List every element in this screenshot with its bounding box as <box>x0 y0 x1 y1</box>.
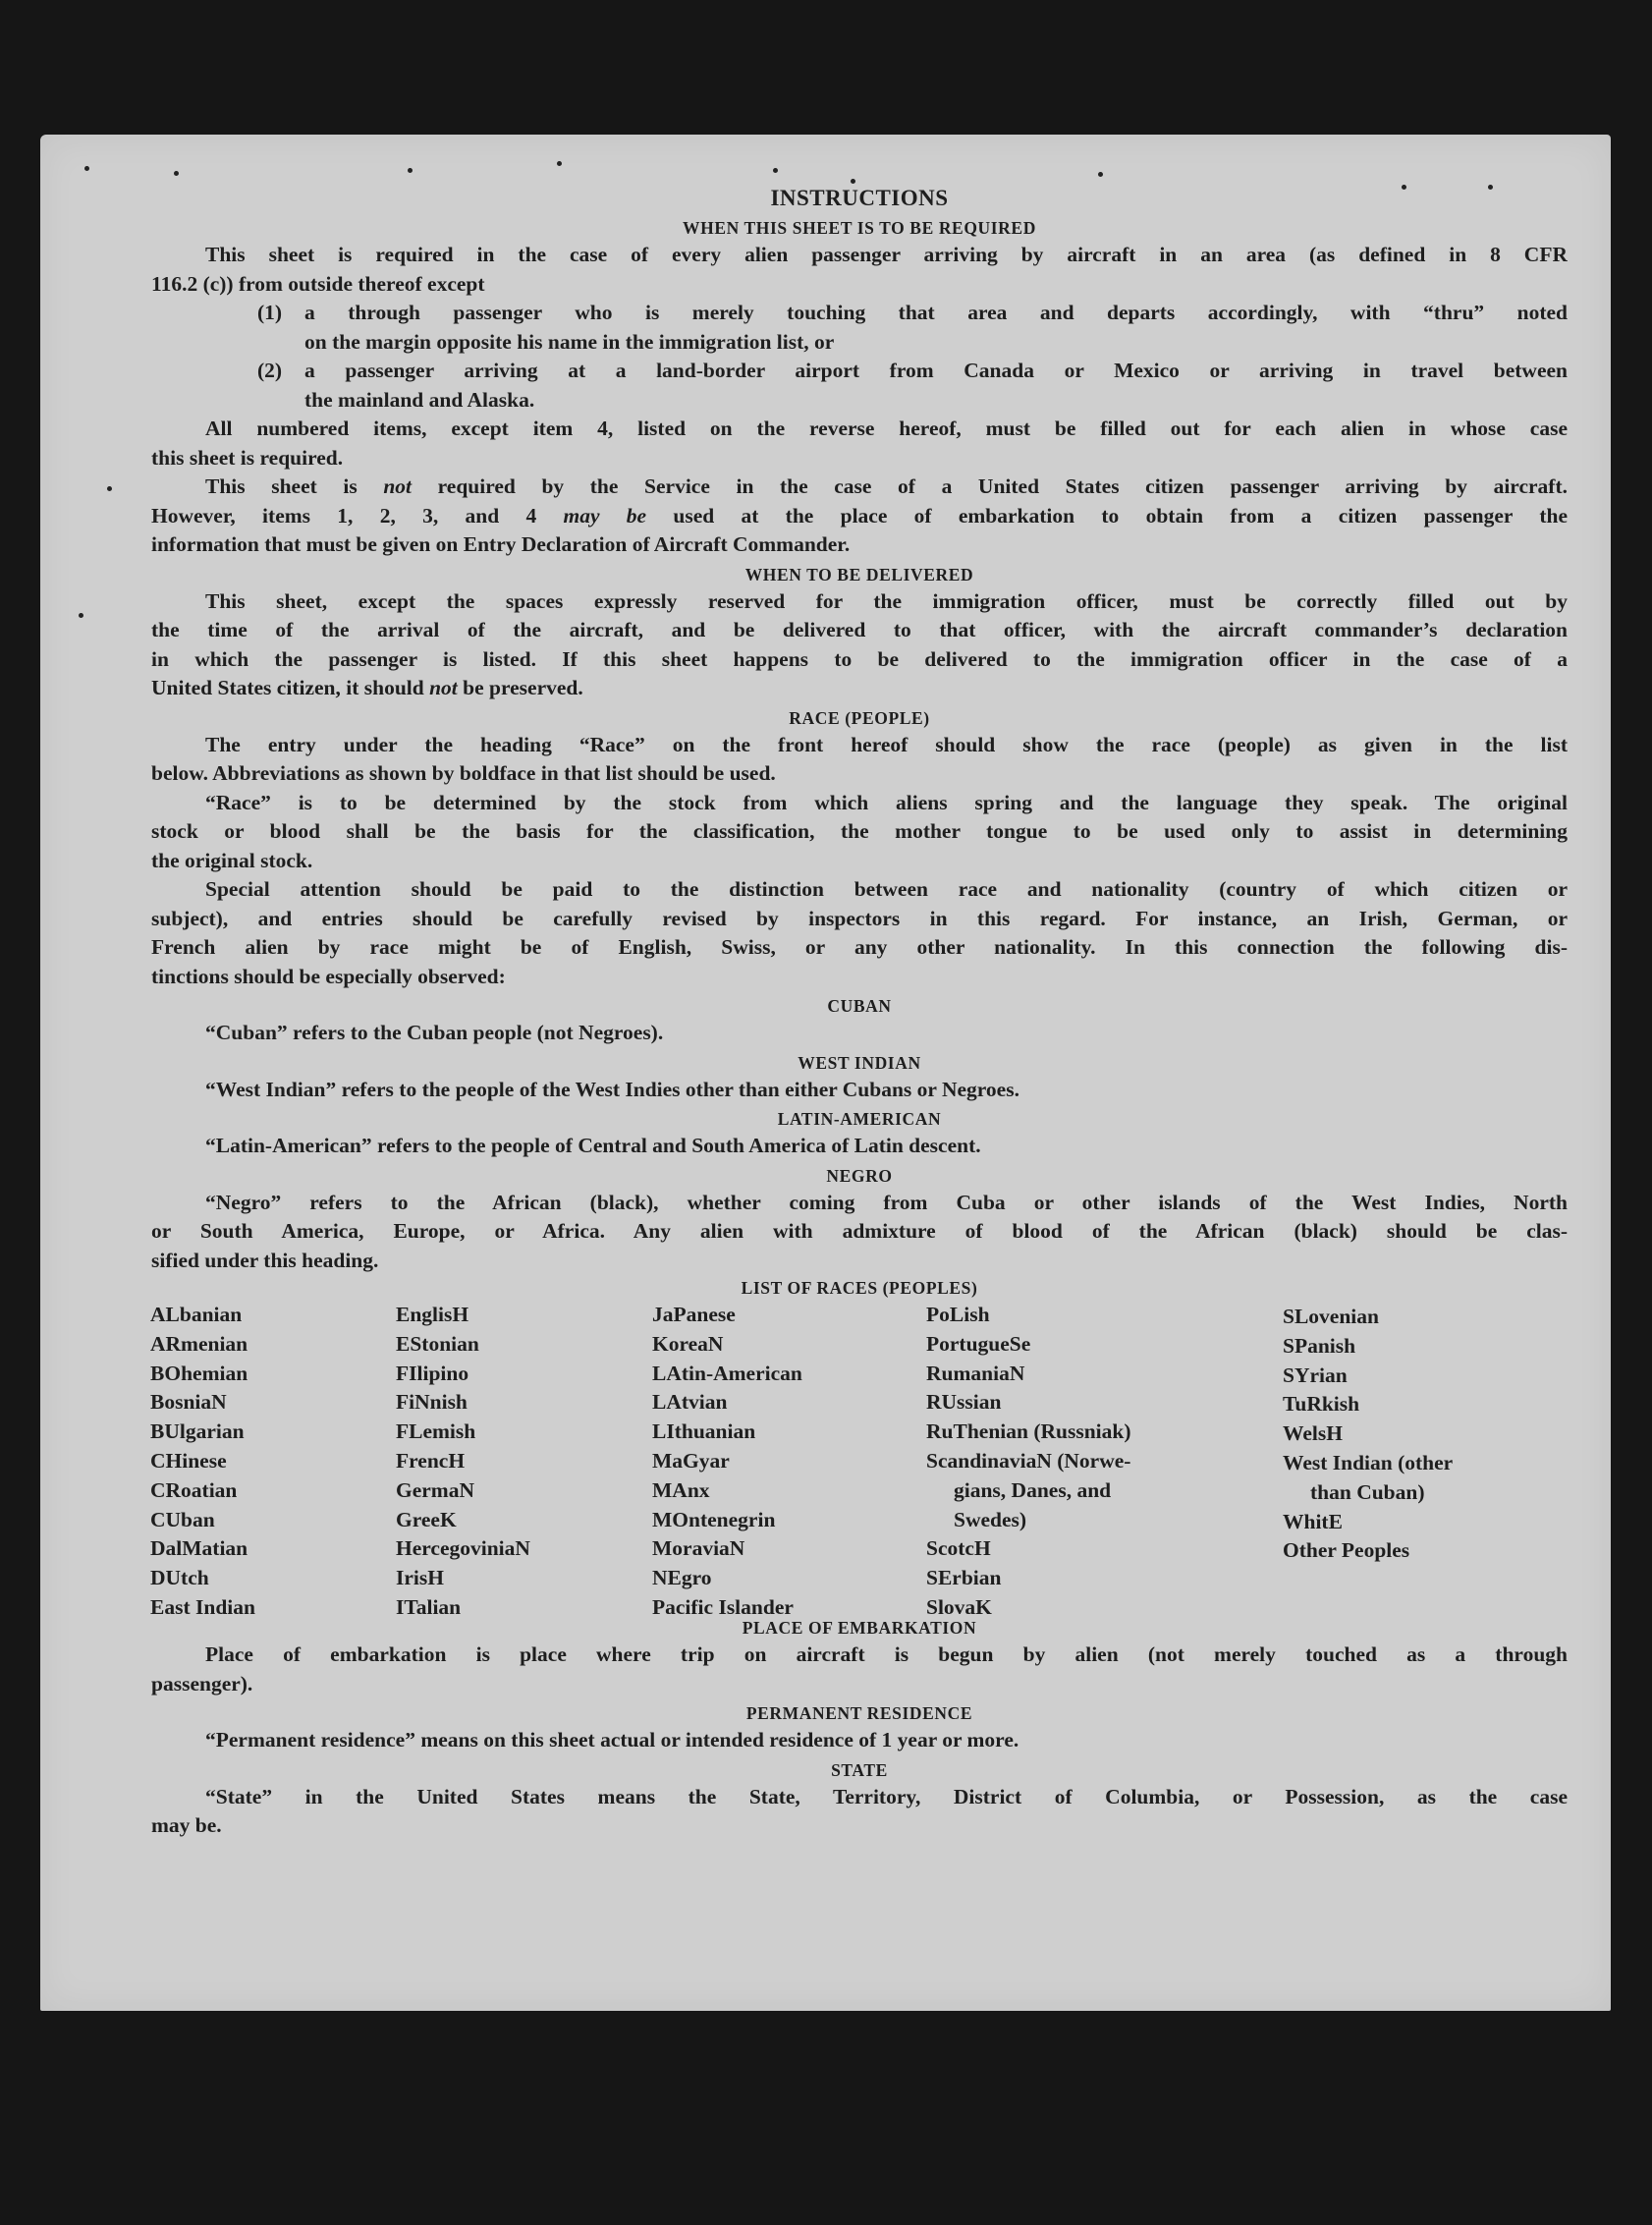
exception-item-1 <box>151 299 1568 357</box>
text-line: “Negro” refers to the African (black), whether coming from Cuba or other islands of the West Indies, North <box>205 1190 1568 1214</box>
text-line: the original stock. <box>151 848 313 872</box>
section-heading-negro: NEGRO <box>826 1165 893 1186</box>
speck-mark <box>79 613 83 618</box>
speck-mark <box>773 168 778 173</box>
text-line: 116.2 (c)) from outside thereof except <box>151 271 485 296</box>
race-item: SErbian <box>926 1566 1002 1590</box>
paragraph-state <box>151 1783 1568 1841</box>
race-item: PortugueSe <box>926 1331 1031 1356</box>
section-heading-delivered: WHEN TO BE DELIVERED <box>744 564 974 584</box>
text-line: “West Indian” refers to the people of the West Indies other than either Cubans or Negroes. <box>205 1077 1019 1101</box>
text-line: The entry under the heading “Race” on the front hereof should show the race (people) as given in the list <box>205 732 1568 756</box>
race-item: ITalian <box>396 1594 462 1619</box>
paragraph-race-3 <box>151 875 1568 991</box>
race-item: JaPanese <box>652 1303 736 1326</box>
race-item: ScandinaviaN (Norwe- <box>926 1448 1131 1473</box>
item-number: (1) <box>257 301 283 324</box>
race-item: WhitE <box>1283 1509 1343 1533</box>
text-line: All numbered items, except item 4, listed on the reverse hereof, must be filled out for each alien in whose case <box>205 417 1568 440</box>
text-line: below. Abbreviations as shown by boldface in that list should be used. <box>151 761 776 785</box>
race-item: HercegoviniaN <box>396 1536 530 1561</box>
races-column-2 <box>396 1301 530 1623</box>
race-item: RuThenian (Russniak) <box>926 1419 1131 1444</box>
text-line: a through passenger who is merely touching that area and departs accordingly, with “thru” noted <box>304 301 1568 324</box>
race-item: SYrian <box>1283 1363 1348 1387</box>
race-item: BUlgarian <box>150 1419 245 1444</box>
race-item: MoraviaN <box>652 1536 745 1561</box>
race-item: NEgro <box>652 1566 712 1590</box>
paragraph-race-2 <box>151 789 1568 876</box>
speck-mark <box>84 166 89 171</box>
paragraph-negro <box>151 1189 1568 1276</box>
text-run: required by the Service in the case of a United States citizen passenger arriving by aircraft. <box>412 474 1568 498</box>
race-item: FLemish <box>396 1419 476 1444</box>
race-item: LAtvian <box>652 1390 728 1415</box>
race-item: LAtin-American <box>652 1361 802 1385</box>
race-item: MaGyar <box>652 1448 730 1473</box>
race-item: FIlipino <box>396 1361 469 1385</box>
speck-mark <box>557 161 562 166</box>
emphasis-may-be: may be <box>563 503 647 528</box>
race-item: West Indian (other <box>1283 1450 1454 1474</box>
section-heading-state: STATE <box>831 1759 888 1780</box>
text-line: this sheet is required. <box>151 445 344 470</box>
text-line: information that must be given on Entry Declaration of Aircraft Commander. <box>151 532 851 556</box>
section-heading-cuban: CUBAN <box>827 996 892 1016</box>
item-number: (2) <box>257 359 283 382</box>
race-item: East Indian <box>150 1594 255 1619</box>
page-title: INSTRUCTIONS <box>770 186 949 210</box>
text-line: “Cuban” refers to the Cuban people (not Negroes). <box>205 1021 664 1044</box>
race-item: DUtch <box>150 1566 209 1590</box>
races-column-4 <box>926 1301 1211 1623</box>
speck-mark <box>107 486 112 491</box>
text-line: Special attention should be paid to the distinction between race and nationality (country of which citizen or <box>205 877 1568 901</box>
section-heading-list-of-races: LIST OF RACES (PEOPLES) <box>741 1278 978 1298</box>
race-item: CHinese <box>150 1448 227 1473</box>
race-item: SPanish <box>1283 1333 1356 1358</box>
text-line <box>151 473 1568 502</box>
text-line: or South America, Europe, or Africa. Any alien with admixture of blood of the African (black) should be clas- <box>151 1219 1568 1243</box>
speck-mark <box>408 168 413 173</box>
text-run: This sheet is <box>205 474 384 498</box>
race-item: FiNnish <box>396 1390 468 1415</box>
races-column-5 <box>1283 1303 1453 1566</box>
text-line: This sheet is required in the case of every alien passenger arriving by aircraft in an area (as defined in 8 CFR <box>205 243 1568 266</box>
text-line: Place of embarkation is place where trip on aircraft is begun by alien (not merely touched as a through <box>205 1642 1568 1666</box>
paragraph-embarkation <box>151 1641 1568 1698</box>
race-item: LIthuanian <box>652 1419 756 1444</box>
paragraph-race-1 <box>151 731 1568 789</box>
text-line: may be. <box>151 1813 222 1837</box>
section-heading-required: WHEN THIS SHEET IS TO BE REQUIRED <box>683 218 1036 238</box>
paragraph-citizen <box>151 473 1568 560</box>
paragraph-required <box>151 241 1568 299</box>
text-line: subject), and entries should be carefully revised by inspectors in this regard. For instance, an Irish, German, or <box>151 906 1568 930</box>
race-item: RumaniaN <box>926 1361 1025 1385</box>
race-item: Pacific Islander <box>652 1594 794 1619</box>
text-line: a passenger arriving at a land-border airport from Canada or Mexico or arriving in travel between <box>304 359 1568 382</box>
race-item: Other Peoples <box>1283 1538 1410 1563</box>
instructions-content <box>151 182 1568 1841</box>
race-item: RUssian <box>926 1390 1002 1415</box>
text-run: United States citizen, it should <box>151 676 430 699</box>
text-line: stock or blood shall be the basis for the classification, the mother tongue to be used only to assist in determining <box>151 819 1568 843</box>
text-line: the time of the arrival of the aircraft, and be delivered to that officer, with the aircraft commander’s declaration <box>151 618 1568 641</box>
text-line: sified under this heading. <box>151 1248 379 1272</box>
text-line <box>151 674 1568 703</box>
race-item: SLovenian <box>1283 1305 1379 1328</box>
document-sheet <box>40 135 1611 2011</box>
emphasis-not: not <box>383 474 413 498</box>
race-item-continued: gians, Danes, and <box>954 1477 1112 1502</box>
text-line: French alien by race might be of English, Swiss, or any other nationality. In this connection the following dis- <box>151 935 1568 959</box>
race-item: ARmenian <box>150 1331 248 1356</box>
race-item: EnglisH <box>396 1303 469 1326</box>
race-item: PoLish <box>926 1303 990 1326</box>
races-column-1 <box>150 1301 255 1623</box>
section-heading-latin-american: LATIN-AMERICAN <box>777 1109 942 1129</box>
race-item: KoreaN <box>652 1331 724 1356</box>
text-line: “Latin-American” refers to the people of Central and South America of Latin descent. <box>205 1134 981 1157</box>
text-line: on the margin opposite his name in the immigration list, or <box>304 329 835 354</box>
text-line: “Race” is to be determined by the stock from which aliens spring and the language they speak. The original <box>205 790 1568 814</box>
race-item: CRoatian <box>150 1477 238 1502</box>
race-item: EStonian <box>396 1331 479 1356</box>
race-item-continued: than Cuban) <box>1310 1479 1425 1504</box>
section-heading-embarkation: PLACE OF EMBARKATION <box>742 1618 977 1638</box>
paragraph-numbered-items <box>151 415 1568 473</box>
race-item: MAnx <box>652 1477 710 1502</box>
emphasis-not: not <box>429 676 458 699</box>
race-item: WelsH <box>1283 1421 1343 1446</box>
race-item: GermaN <box>396 1477 474 1502</box>
exception-item-2 <box>151 357 1568 415</box>
text-line: passenger). <box>151 1671 253 1696</box>
race-item: GreeK <box>396 1507 457 1531</box>
section-heading-race: RACE (PEOPLE) <box>789 707 930 728</box>
paragraph-delivered <box>151 587 1568 703</box>
race-item: ScotcH <box>926 1536 991 1561</box>
section-heading-residence: PERMANENT RESIDENCE <box>745 1703 973 1723</box>
text-line: the mainland and Alaska. <box>304 387 535 412</box>
race-item: DalMatian <box>150 1536 248 1561</box>
races-column-3 <box>652 1301 802 1623</box>
text-run: used at the place of embarkation to obtain from a citizen passenger the <box>646 503 1568 528</box>
text-run: be preserved. <box>457 676 583 699</box>
text-line: “State” in the United States means the State, Territory, District of Columbia, or Possession, as the case <box>205 1784 1568 1808</box>
speck-mark <box>174 171 179 176</box>
race-item: BOhemian <box>150 1361 248 1385</box>
text-line: tinctions should be especially observed: <box>151 964 506 988</box>
race-item-continued: Swedes) <box>954 1507 1027 1531</box>
text-line: This sheet, except the spaces expressly reserved for the immigration officer, must be correctly filled out by <box>205 588 1568 613</box>
text-run: However, items 1, 2, 3, and 4 <box>151 503 564 528</box>
text-line: “Permanent residence” means on this sheet actual or intended residence of 1 year or more. <box>205 1728 1019 1752</box>
race-item: ALbanian <box>150 1303 243 1326</box>
text-line: in which the passenger is listed. If this sheet happens to be delivered to the immigration officer in the case of a <box>151 646 1568 671</box>
race-item: SlovaK <box>926 1594 992 1619</box>
races-list <box>150 1301 1568 1619</box>
race-item: TuRkish <box>1283 1392 1360 1417</box>
race-item: IrisH <box>396 1566 444 1590</box>
race-item: MOntenegrin <box>652 1507 776 1531</box>
section-heading-west-indian: WEST INDIAN <box>798 1052 921 1073</box>
speck-mark <box>1098 172 1103 177</box>
race-item: BosniaN <box>150 1390 227 1415</box>
text-line <box>151 502 1568 531</box>
race-item: FrencH <box>396 1448 466 1473</box>
race-item: CUban <box>150 1507 215 1531</box>
